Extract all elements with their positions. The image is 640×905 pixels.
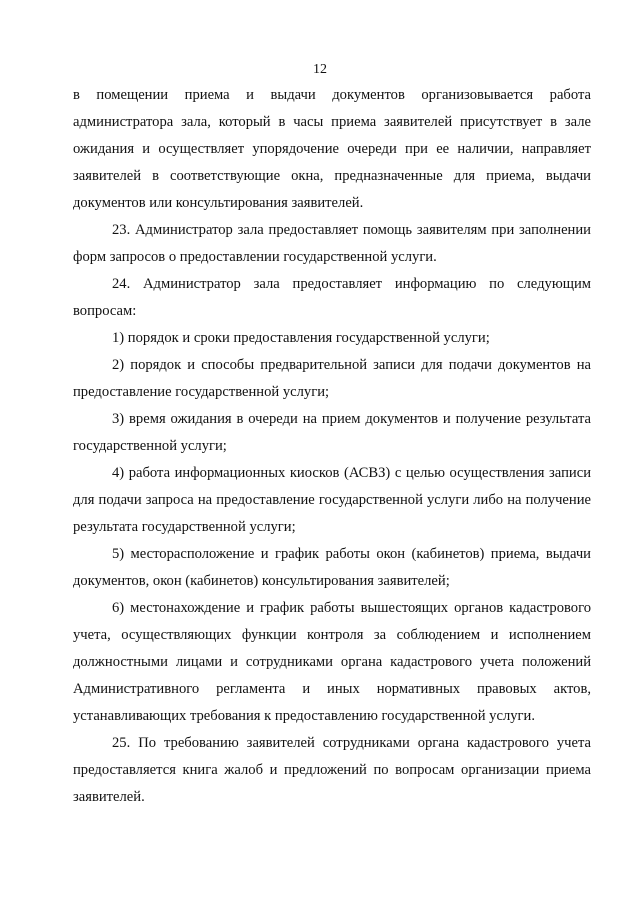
page-number: 12 xyxy=(313,62,327,77)
list-item-3: 3) время ожидания в очереди на прием документов и получение результата государственной услуги; xyxy=(73,411,591,454)
paragraph-continuation: в помещении приема и выдачи документов организовывается работа администратора зала, который в часы приема заявителей присутствует в зале ожидания и осуществляет упорядочение очереди при ее наличии, направляет заявителей в соответствующие окна, предназначенные для приема, выдачи документов или консультирования заявителей. xyxy=(73,87,591,211)
paragraph-24: 24. Администратор зала предоставляет информацию по следующим вопросам: xyxy=(73,276,591,319)
list-item-5: 5) месторасположение и график работы окон (кабинетов) приема, выдачи документов, окон (кабинетов) консультирования заявителей; xyxy=(73,546,591,589)
paragraph-25: 25. По требованию заявителей сотрудниками органа кадастрового учета предоставляется книга жалоб и предложений по вопросам организации приема заявителей. xyxy=(73,735,591,805)
list-item-4: 4) работа информационных киосков (АСВЗ) с целью осуществления записи для подачи запроса на предоставление государственной услуги либо на получение результата государственной услуги; xyxy=(73,465,591,535)
list-item-6: 6) местонахождение и график работы вышестоящих органов кадастрового учета, осуществляющих функции контроля за соблюдением и исполнением должностными лицами и сотрудниками органа кадастрового учета положений Административного регламента и иных нормативных правовых актов, устанавливающих требования к предоставлению государственной услуги. xyxy=(73,600,591,724)
document-body xyxy=(73,82,591,811)
paragraph-23: 23. Администратор зала предоставляет помощь заявителям при заполнении форм запросов о предоставлении государственной услуги. xyxy=(73,222,591,265)
list-item-2: 2) порядок и способы предварительной записи для подачи документов на предоставление государственной услуги; xyxy=(73,357,591,400)
list-item-1: 1) порядок и сроки предоставления государственной услуги; xyxy=(112,330,490,346)
